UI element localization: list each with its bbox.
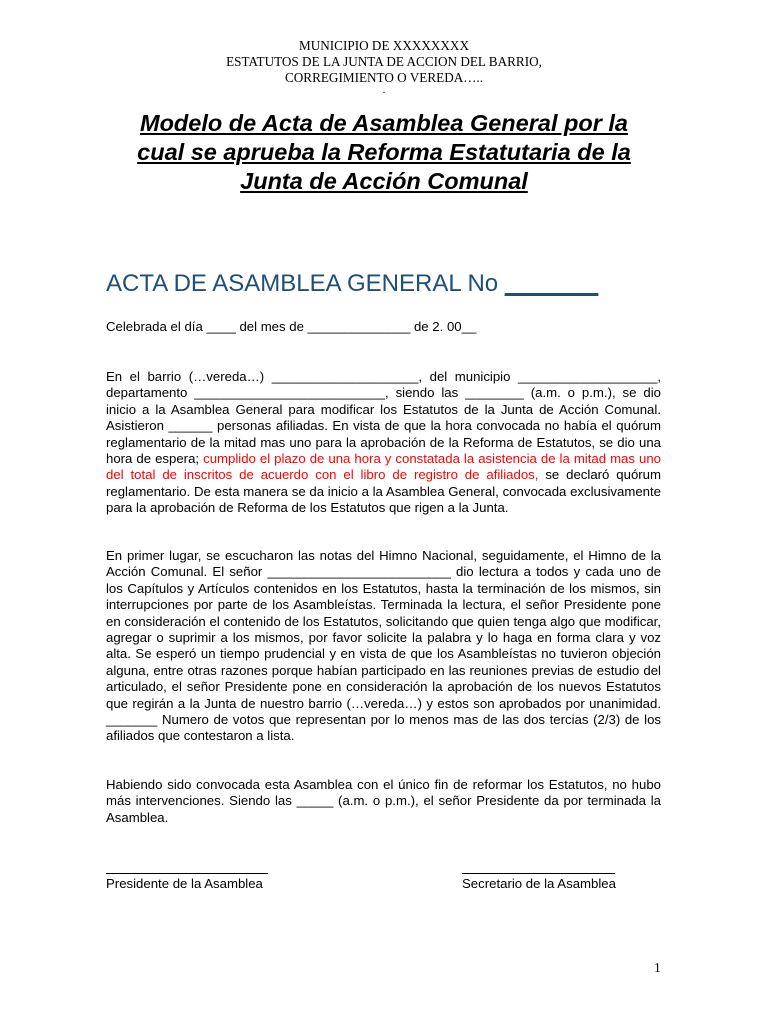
header-dot: . <box>382 85 386 96</box>
title-line-3: Junta de Acción Comunal <box>240 168 528 194</box>
signature-line-secretary <box>462 873 615 874</box>
paragraph-opening-highlight: cumplido el plazo de una hora y constatada la asistencia de la mitad mas uno del total de inscritos de acuerdo con el libro de registro de afiliados, <box>106 451 662 483</box>
celebrada-line: Celebrada el día ____ del mes de ______________ de 2. 00__ <box>106 319 477 334</box>
signature-line-president <box>106 873 268 874</box>
signature-label-secretary: Secretario de la Asamblea <box>462 876 616 891</box>
paragraph-opening <box>106 369 661 517</box>
paragraph-opening-text: En el barrio (…vereda…) ____________________, del municipio ___________________, departamento __________________________, siendo las ________ (a.m. o p.m.), se dio inicio a la Asamblea General para modificar los Estatutos de la Junta de Acción Comunal. Asistieron ______ personas afiliadas. En vista de que la hora convocada no había el quórum reglamentario de la mitad mas uno para la aprobación de la Reforma de Estatutos, se dio una hora de espera; <box>106 369 661 467</box>
document-title <box>110 109 658 196</box>
page-number: 1 <box>654 960 661 975</box>
header-municipio: MUNICIPIO DE XXXXXXXX <box>299 38 469 53</box>
paragraph-opening-closing-text: se declaró quórum reglamentario. De esta manera se da inicio a la Asamblea General, convocada exclusivamente para la aprobación de Reforma de los Estatutos que rigen a la Junta. <box>106 467 661 516</box>
document-header <box>0 38 768 96</box>
title-line-1: Modelo de Acta de Asamblea General por la <box>140 110 628 136</box>
paragraph-proceedings: En primer lugar, se escucharon las notas del Himno Nacional, seguidamente, el Himno de la Acción Comunal. El señor _________________________ dio lectura a todos y cada uno de los Capítulos y Artículos contenidos en los Estatutos, hasta la terminación de los mismos, sin interrupciones por parte de los Asambleístas. Terminada la lectura, el señor Presidente pone en consideración el contenido de los Estatutos, solicitando que quien tenga algo que modificar, agregar o suprimir a los mismos, por favor solicite la palabra y lo haga en forma clara y voz alta. Se esperó un tiempo prudencial y en vista de que los Asambleístas no tuvieron objeción alguna, entre otras razones porque habían participado en las reuniones previas de estudio del articulado, el señor Presidente pone en consideración la aprobación de los nuevos Estatutos que regirán a la Junta de nuestro barrio (…vereda…) y estos son aprobados por unanimidad. _______ Numero de votos que representan por lo menos mas de las dos tercias (2/3) de los afiliados que contestaron a lista. <box>106 548 661 744</box>
acta-heading-text: ACTA DE ASAMBLEA GENERAL No <box>106 270 505 297</box>
acta-number-blank: _______ <box>504 270 599 297</box>
header-estatutos: ESTATUTOS DE LA JUNTA DE ACCION DEL BARRIO, <box>226 54 542 69</box>
header-corregimiento: CORREGIMIENTO O VEREDA….. <box>284 70 484 85</box>
paragraph-closing: Habiendo sido convocada esta Asamblea con el único fin de reformar los Estatutos, no hubo más intervenciones. Siendo las _____ (a.m. o p.m.), el señor Presidente da por terminada la Asamblea. <box>106 777 661 825</box>
title-line-2: cual se aprueba la Reforma Estatutaria de la <box>137 139 631 165</box>
signature-label-president: Presidente de la Asamblea <box>106 876 263 891</box>
acta-heading <box>106 268 598 300</box>
